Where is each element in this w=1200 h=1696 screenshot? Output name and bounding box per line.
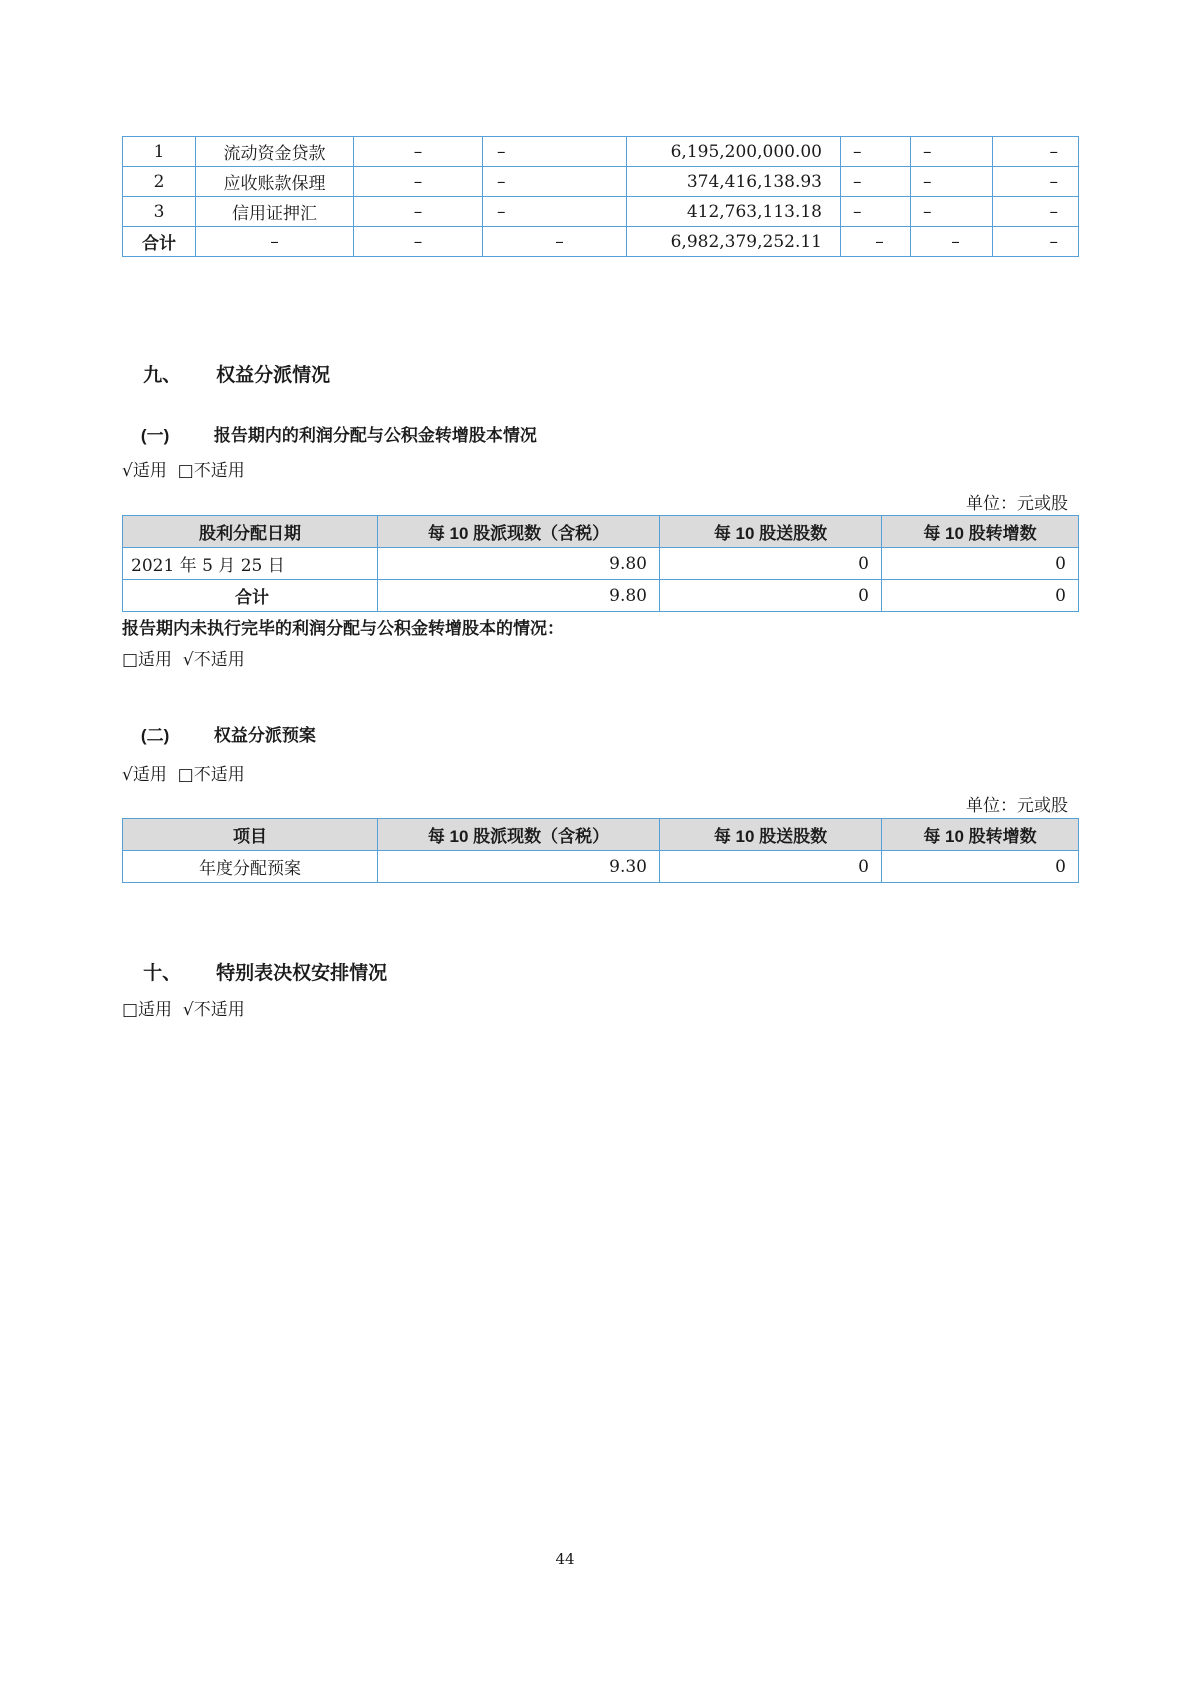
financing-balance-table <box>122 136 1079 257</box>
table-cell: 0 <box>882 548 1079 580</box>
table-cell: – <box>993 197 1079 227</box>
table-cell: 6,195,200,000.00 <box>627 137 841 167</box>
table-cell: 2021 年 5 月 25 日 <box>123 548 378 580</box>
table-cell: 412,763,113.18 <box>627 197 841 227</box>
table-cell: 3 <box>123 197 196 227</box>
table-cell: 9.80 <box>378 580 660 612</box>
subsection-title: 报告期内的利润分配与公积金转增股本情况 <box>213 426 537 445</box>
applicability-line: √适用 □不适用 <box>122 461 245 481</box>
applicability-line: □适用 √不适用 <box>122 650 245 670</box>
table-cell: – <box>841 167 911 197</box>
table-cell: – <box>483 227 627 257</box>
table-cell: 1 <box>123 137 196 167</box>
pending-distribution-note: 报告期内未执行完毕的利润分配与公积金转增股本的情况： <box>122 619 564 638</box>
table-cell: – <box>841 197 911 227</box>
table-cell: – <box>911 167 993 197</box>
column-header: 每 10 股派现数（含税） <box>378 819 660 851</box>
table-row <box>123 227 1079 257</box>
table-cell: 应收账款保理 <box>196 167 354 197</box>
table-cell: 6,982,379,252.11 <box>627 227 841 257</box>
table-cell: 合计 <box>123 580 378 612</box>
table-cell: – <box>483 167 627 197</box>
table-cell: 0 <box>882 580 1079 612</box>
section-title: 特别表决权安排情况 <box>216 963 388 984</box>
dividend-distribution-table <box>122 515 1079 612</box>
table-cell: 合计 <box>123 227 196 257</box>
table-cell: – <box>196 227 354 257</box>
applicability-line: √适用 □不适用 <box>122 765 245 785</box>
section-title: 权益分派情况 <box>216 365 331 386</box>
table-cell: – <box>354 227 483 257</box>
section-number: 十、 <box>143 963 182 984</box>
table-cell: 374,416,138.93 <box>627 167 841 197</box>
column-header: 每 10 股转增数 <box>882 819 1079 851</box>
section-number: 九、 <box>143 365 182 386</box>
table-cell: – <box>354 197 483 227</box>
table-cell: – <box>483 137 627 167</box>
column-header: 每 10 股转增数 <box>882 516 1079 548</box>
dividend-plan-table <box>122 818 1079 883</box>
table-cell: – <box>911 137 993 167</box>
table-row <box>123 167 1079 197</box>
table-cell: 0 <box>660 580 882 612</box>
table-cell: – <box>841 227 911 257</box>
section-nine-heading <box>122 338 330 409</box>
table-cell: – <box>483 197 627 227</box>
table-cell: 9.30 <box>378 851 660 883</box>
column-header: 每 10 股送股数 <box>660 516 882 548</box>
unit-label: 单位：元或股 <box>966 796 1068 816</box>
table-cell: – <box>354 167 483 197</box>
table-cell: – <box>993 227 1079 257</box>
table-cell: 2 <box>123 167 196 197</box>
table-cell: – <box>993 167 1079 197</box>
table-row <box>123 197 1079 227</box>
column-header: 项目 <box>123 819 378 851</box>
subsection-title: 权益分派预案 <box>213 726 316 745</box>
table-cell: – <box>841 137 911 167</box>
table-cell: 流动资金贷款 <box>196 137 354 167</box>
table-cell: – <box>911 197 993 227</box>
table-cell: 信用证押汇 <box>196 197 354 227</box>
table-cell: 9.80 <box>378 548 660 580</box>
unit-label: 单位：元或股 <box>966 494 1068 514</box>
column-header: 每 10 股送股数 <box>660 819 882 851</box>
table-cell: 0 <box>882 851 1079 883</box>
table-row <box>123 580 1079 612</box>
table-cell: – <box>993 137 1079 167</box>
applicability-line: □适用 √不适用 <box>122 1000 245 1020</box>
table-cell: 年度分配预案 <box>123 851 378 883</box>
subsection-number: (一) <box>140 426 170 445</box>
table-row <box>123 851 1079 883</box>
subsection-two-heading <box>122 701 316 766</box>
table-row <box>123 137 1079 167</box>
column-header: 每 10 股派现数（含税） <box>378 516 660 548</box>
column-header: 股利分配日期 <box>123 516 378 548</box>
table-cell: – <box>911 227 993 257</box>
page-number: 44 <box>555 1550 575 1568</box>
table-row <box>123 548 1079 580</box>
table-cell: – <box>354 137 483 167</box>
table-cell: 0 <box>660 548 882 580</box>
table-cell: 0 <box>660 851 882 883</box>
subsection-number: (二) <box>140 726 170 745</box>
